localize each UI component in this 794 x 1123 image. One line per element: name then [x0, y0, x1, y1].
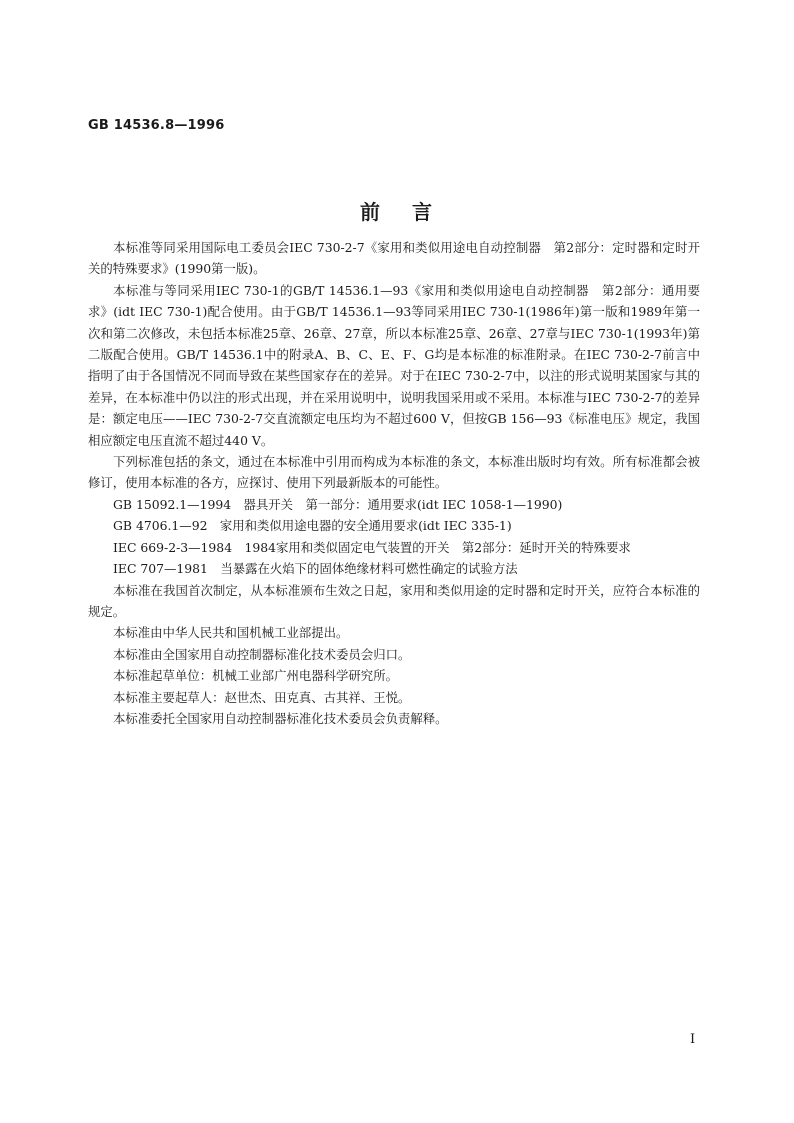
paragraph: 本标准等同采用国际电工委员会IEC 730-2-7《家用和类似用途电自动控制器 第2部分：定时器和定时开关的特殊要求》(1990第一版)。	[88, 240, 700, 277]
paragraph: 本标准起草单位：机械工业部广州电器科学研究所。	[113, 668, 398, 684]
foreword-body	[88, 237, 700, 729]
page-title	[0, 196, 794, 225]
paragraph: 本标准委托全国家用自动控制器标准化技术委员会负责解释。	[113, 710, 448, 726]
title-char-1: 前	[360, 200, 382, 224]
page-number: I	[690, 1032, 696, 1047]
standard-number: GB 14536.8—1996	[88, 118, 225, 133]
paragraph: 下列标准包括的条文，通过在本标准中引用而构成为本标准的条文，本标准出版时均有效。所有标准都会被修订，使用本标准的各方，应探讨、使用下列最新版本的可能性。	[88, 454, 700, 491]
reference-item: IEC 669-2-3—1984 1984家用和类似固定电气装置的开关 第2部分：延时开关的特殊要求	[113, 539, 631, 555]
reference-item: GB 4706.1—92 家用和类似用途电器的安全通用要求(idt IEC 335-1)	[113, 518, 512, 534]
paragraph: 本标准主要起草人：赵世杰、田克真、古其祥、王悦。	[113, 689, 411, 705]
reference-item: GB 15092.1—1994 器具开关 第一部分：通用要求(idt IEC 1058-1—1990)	[113, 496, 563, 512]
reference-item: IEC 707—1981 当暴露在火焰下的固体绝缘材料可燃性确定的试验方法	[113, 561, 518, 577]
paragraph: 本标准由全国家用自动控制器标准化技术委员会归口。	[113, 646, 411, 662]
title-char-2: 言	[412, 200, 434, 224]
paragraph: 本标准由中华人民共和国机械工业部提出。	[113, 625, 349, 641]
paragraph: 本标准与等同采用IEC 730-1的GB/T 14536.1—93《家用和类似用途电自动控制器 第2部分：通用要求》(idt IEC 730-1)配合使用。由于GB/T 14536.1—93等同采用IEC 730-1(1986年)第一版和1989年第一次和第二次修改，未包括本标准25章、26章、27章，所以本标准25章、26章、27章与IEC 730-1(1993年)第二版配合使用。GB/T 14536.1中的附录A、B、C、E、F、G均是本标准的标准附录。在IEC 730-2-7前言中指明了由于各国情况不同而导致在某些国家存在的差异。对于在IEC 730-2-7中，以注的形式说明某国家与其的差异，在本标准中仍以注的形式出现，并在采用说明中，说明我国采用或不采用。本标准与IEC 730-2-7的差异是：额定电压——IEC 730-2-7交直流额定电压均为不超过600 V，但按GB 156—93《标准电压》规定，我国相应额定电压直流不超过440 V。	[88, 282, 700, 448]
paragraph: 本标准在我国首次制定，从本标准颁布生效之日起，家用和类似用途的定时器和定时开关，应符合本标准的规定。	[88, 582, 700, 619]
